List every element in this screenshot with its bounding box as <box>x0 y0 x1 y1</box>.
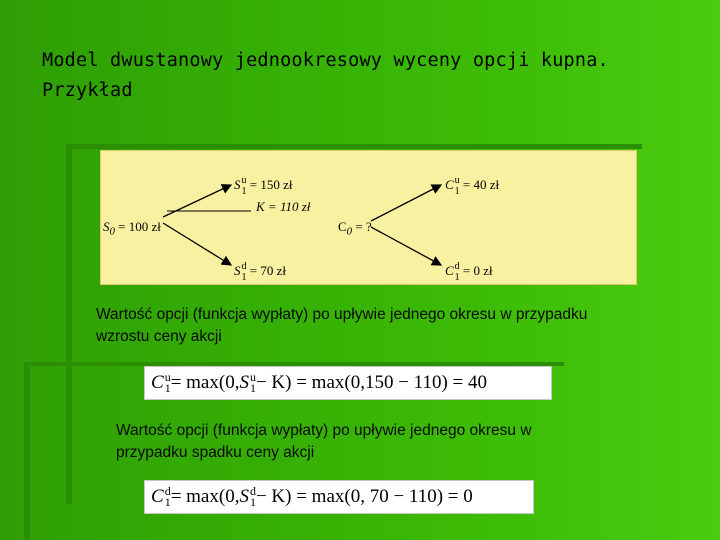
c-down-label: C d 1 = 0 zł <box>445 261 493 283</box>
frame-top-bar <box>66 144 642 149</box>
binomial-tree-diagram <box>100 150 637 285</box>
up-case-description: Wartość opcji (funkcja wypłaty) po upływie jednego okresu w przypadku wzrostu ceny akcji <box>96 306 588 345</box>
frame-lower-left-bar <box>24 362 30 540</box>
c0-label: $C_0$ = ? <box>338 219 372 238</box>
s-up-label: S u 1 = 150 zł <box>234 175 293 197</box>
slide-title: Model dwustanowy jednookresowy wyceny opcji kupna. Przykład <box>42 50 609 101</box>
s0-label: $S_0 = 100$ zł <box>103 219 161 238</box>
down-payoff-formula: C d 1 = max(0, S d 1 − K) = max(0, 70 − 110) = 0 <box>144 480 534 514</box>
stock-up-arrow <box>163 185 231 217</box>
tree-arrows <box>101 151 636 284</box>
up-payoff-formula: C u 1 = max(0, S u 1 − K) = max(0,150 − 110) = 40 <box>144 366 552 400</box>
down-case-description: Wartość opcji (funkcja wypłaty) po upływie jednego okresu w przypadku spadku ceny akcji <box>116 422 532 461</box>
stock-down-arrow <box>163 223 231 265</box>
s-down-label: S d 1 = 70 zł <box>234 261 286 283</box>
option-down-arrow <box>371 227 441 265</box>
strike-label: K = 110 zł <box>256 199 311 214</box>
option-up-arrow <box>371 185 441 221</box>
frame-left-bar <box>66 144 72 504</box>
c-up-label: C u 1 = 40 zł <box>445 175 500 197</box>
